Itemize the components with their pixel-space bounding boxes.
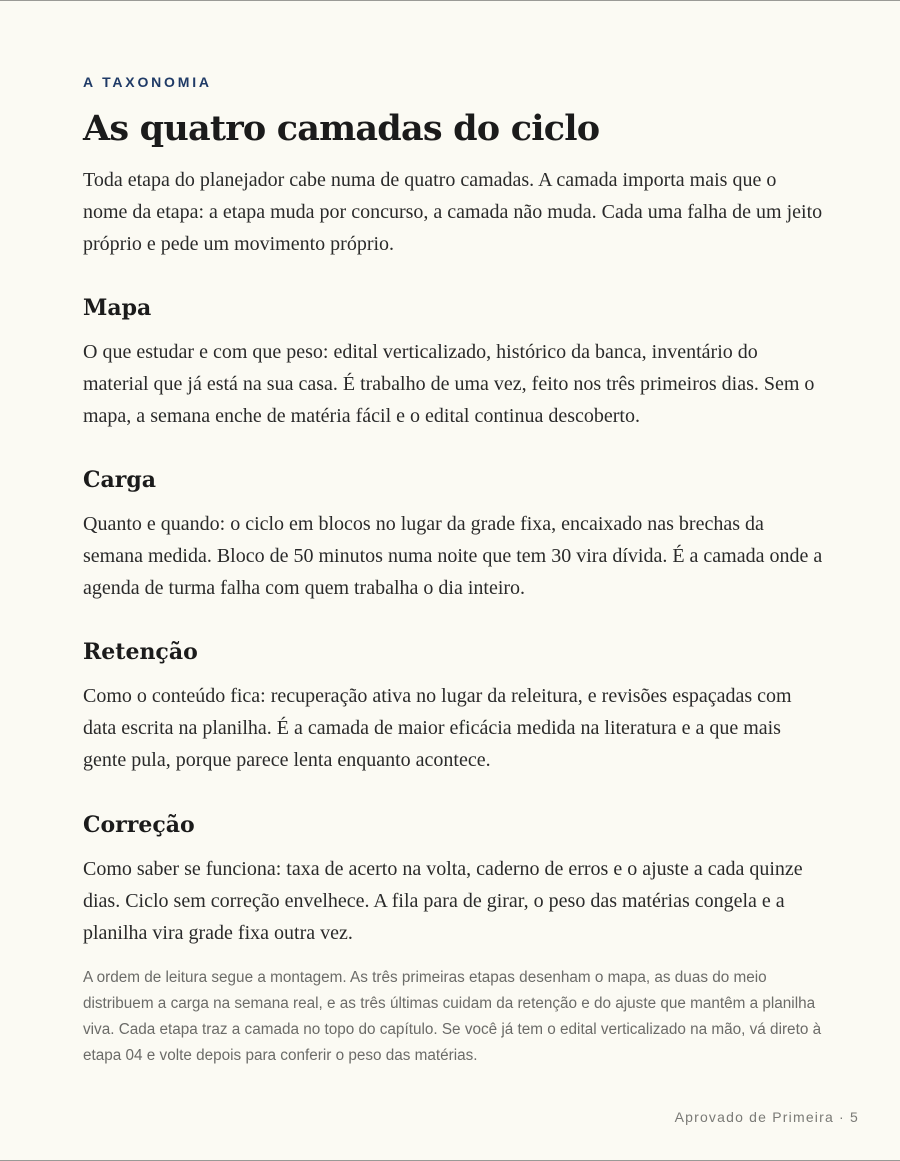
page-footer: Aprovado de Primeira · 5 xyxy=(674,1109,859,1125)
intro-paragraph: Toda etapa do planejador cabe numa de quatro camadas. A camada importa mais que o nome da etapa: a etapa muda por concurso, a camada não muda. Cada uma falha de um jeito próprio e pede um movimento próprio. xyxy=(83,169,823,255)
heading-carga: Carga xyxy=(83,467,156,493)
page-title: As quatro camadas do ciclo xyxy=(83,108,600,149)
section-eyebrow: A TAXONOMIA xyxy=(83,74,212,90)
heading-correcao: Correção xyxy=(83,812,195,838)
reading-order-note: A ordem de leitura segue a montagem. As três primeiras etapas desenham o mapa, as duas do meio distribuem a carga na semana real, e as três últimas cuidam da retenção e do ajuste que mantêm a planilha viva. Cada etapa traz a camada no topo do capítulo. Se você já tem o edital verticalizado na mão, vá direto à etapa 04 e volte depois para conferir o peso das matérias. xyxy=(83,969,822,1064)
body-carga: Quanto e quando: o ciclo em blocos no lugar da grade fixa, encaixado nas brechas da semana medida. Bloco de 50 minutos numa noite que tem 30 vira dívida. É a camada onde a agenda de turma falha com quem trabalha o dia inteiro. xyxy=(83,513,823,599)
body-mapa: O que estudar e com que peso: edital verticalizado, histórico da banca, inventário do material que já está na sua casa. É trabalho de uma vez, feito nos três primeiros dias. Sem o mapa, a semana enche de matéria fácil e o edital continua descoberto. xyxy=(83,341,815,427)
body-correcao: Como saber se funciona: taxa de acerto na volta, caderno de erros e o ajuste a cada quinze dias. Ciclo sem correção envelhece. A fila para de girar, o peso das matérias congela e a planilha vira grade fixa outra vez. xyxy=(83,858,803,944)
heading-mapa: Mapa xyxy=(83,295,152,321)
body-retencao: Como o conteúdo fica: recuperação ativa no lugar da releitura, e revisões espaçadas com data escrita na planilha. É a camada de maior eficácia medida na literatura e a que mais gente pula, porque parece lenta enquanto acontece. xyxy=(83,685,792,771)
heading-retencao: Retenção xyxy=(83,639,198,665)
